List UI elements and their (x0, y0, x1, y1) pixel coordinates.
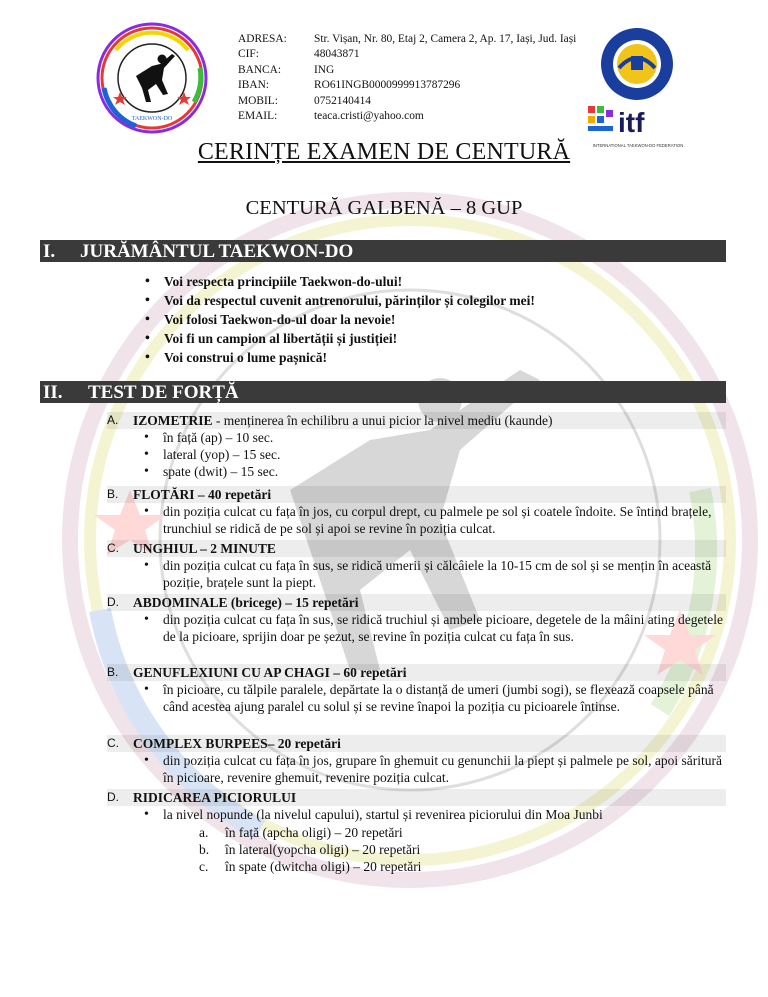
exercise-detail: • la nivel nopunde (la nivelul capului), startul și revenirea piciorului din Moa Junbi (137, 806, 726, 823)
exercise-burpees (107, 735, 726, 786)
section-title: JURĂMÂNTUL TAEKWON-DO (80, 241, 354, 262)
oath-list (138, 272, 535, 367)
sublist-letter: a. (199, 825, 209, 840)
section-heading-oath (40, 240, 726, 262)
sublist-text: în spate (dwitcha oligi) – 20 repetări (225, 859, 422, 875)
exercise-detail: • lateral (yop) – 15 sec. (137, 446, 726, 463)
sublist-text: în lateral(yopcha oligi) – 20 repetări (225, 842, 421, 858)
oath-item: • Voi fi un campion al libertății și justiției! (138, 329, 535, 348)
item-letter: C. (107, 736, 119, 750)
info-value-email: teaca.cristi@yahoo.com (314, 110, 424, 123)
oath-item: • Voi respecta principiile Taekwon-do-ului! (138, 272, 535, 291)
oath-item: • Voi da respectul cuvenit antrenorului, părinților și colegilor mei! (138, 291, 535, 310)
page-subtitle: CENTURĂ GALBENĂ – 8 GUP (245, 197, 523, 219)
item-letter: C. (107, 541, 119, 555)
exercise-ridicarea-piciorului (107, 789, 726, 823)
sublist-item (199, 858, 421, 875)
info-value-iban: RO61INGB0000999913787296 (314, 79, 461, 92)
oath-item: • Voi construi o lume pașnică! (138, 348, 535, 367)
section-number: II. (43, 382, 63, 403)
item-letter: B. (107, 487, 119, 501)
exercise-title: ABDOMINALE (bricege) – 15 repetări (133, 595, 359, 610)
exercise-detail: • spate (dwit) – 15 sec. (137, 463, 726, 480)
exercise-unghiul (107, 540, 726, 591)
item-letter: D. (107, 595, 119, 609)
exercise-detail: • din poziția culcat cu fața în sus, se ridică umerii și călcâiele la 10-15 cm de sol și se mențin în această poziție, brațele sunt la piept. (137, 557, 726, 591)
contact-info (238, 32, 576, 124)
info-value-mobile: 0752140414 (314, 94, 371, 107)
exercise-description: - menținerea în echilibru a unui picior la nivel mediu (kaunde) (212, 413, 553, 428)
svg-text:TAEKWON-DO: TAEKWON-DO (131, 116, 173, 122)
section-number: I. (43, 241, 56, 262)
exercise-abdominale (107, 594, 726, 645)
info-label: CIF: (238, 48, 259, 61)
exercise-detail: • din poziția culcat cu fața în jos, grupare în ghemuit cu genunchii la piept și palmele pe sol, apoi săritură în picioare, revenire ghemuit, revenire poziția culcat. (137, 752, 726, 786)
item-letter: D. (107, 790, 119, 804)
exercise-genuflexiuni (107, 664, 726, 715)
exercise-detail: • în picioare, cu tălpile paralele, depărtate la o distanță de umeri (jumbi sogi), se flexează coapsele până când acestea ajung paralel cu solul și se revine înapoi la poziția cu picioarele întinse. (137, 681, 726, 715)
sublist-letter: c. (199, 859, 209, 875)
itf-seal-logo (599, 26, 675, 102)
section-title: TEST DE FORȚĂ (88, 382, 239, 403)
info-label: MOBIL: (238, 94, 278, 107)
exercise-title: IZOMETRIE (133, 413, 213, 428)
itf-brand-text: itf (618, 107, 645, 138)
info-label: ADRESA: (238, 33, 287, 45)
itf-tagline: INTERNATIONAL TAEKWON-DO FEDERATION (592, 143, 684, 148)
exercise-detail: • în față (ap) – 10 sec. (137, 429, 726, 446)
item-letter: B. (107, 665, 119, 679)
info-value-bank: ING (314, 63, 335, 76)
info-value-cif: 48043871 (314, 48, 360, 61)
info-label: IBAN: (238, 79, 270, 92)
exercise-title: GENUFLEXIUNI CU AP CHAGI – 60 repetări (133, 665, 407, 680)
exercise-detail: • din poziția culcat cu fața în jos, cu corpul drept, cu palmele pe sol și coatele îndoite. Se întind brațele, trunchiul se ridică de pe sol și apoi se revine în poziția culcat. (137, 503, 726, 537)
info-value-address: Str. Vișan, Nr. 80, Etaj 2, Camera 2, Ap. 17, Iași, Jud. Iași (314, 33, 577, 45)
info-label: EMAIL: (238, 110, 278, 123)
exercise-izometrie (107, 412, 726, 481)
exercise-title: FLOTĂRI – 40 repetări (133, 487, 272, 502)
item-letter: A. (107, 413, 119, 427)
info-label: BANCA: (238, 63, 282, 76)
sublist-item (199, 841, 421, 858)
page-title: CERINȚE EXAMEN DE CENTURĂ (197, 139, 571, 165)
exercise-title: RIDICAREA PICIORULUI (133, 790, 297, 805)
section-heading-strength-test (40, 381, 726, 403)
leg-raise-sublist (199, 824, 421, 876)
sublist-letter: b. (199, 842, 210, 858)
exercise-title: COMPLEX BURPEES– 20 repetări (133, 736, 341, 751)
oath-item: • Voi folosi Taekwon-do-ul doar la nevoie! (138, 310, 535, 329)
sublist-item (199, 824, 421, 841)
club-logo (96, 22, 208, 134)
exercise-detail: • din poziția culcat cu fața în sus, se ridică truchiul și ambele picioare, degetele de la mâini ating degetele de la picioare, sprijin doar pe șezut, se revine în poziția culcat cu fața în sus. (137, 611, 726, 645)
letterhead (0, 16, 768, 146)
sublist-text: în față (apcha oligi) – 20 repetări (225, 825, 403, 840)
exercise-title: UNGHIUL – 2 MINUTE (133, 541, 276, 556)
exercise-flotari (107, 486, 726, 537)
